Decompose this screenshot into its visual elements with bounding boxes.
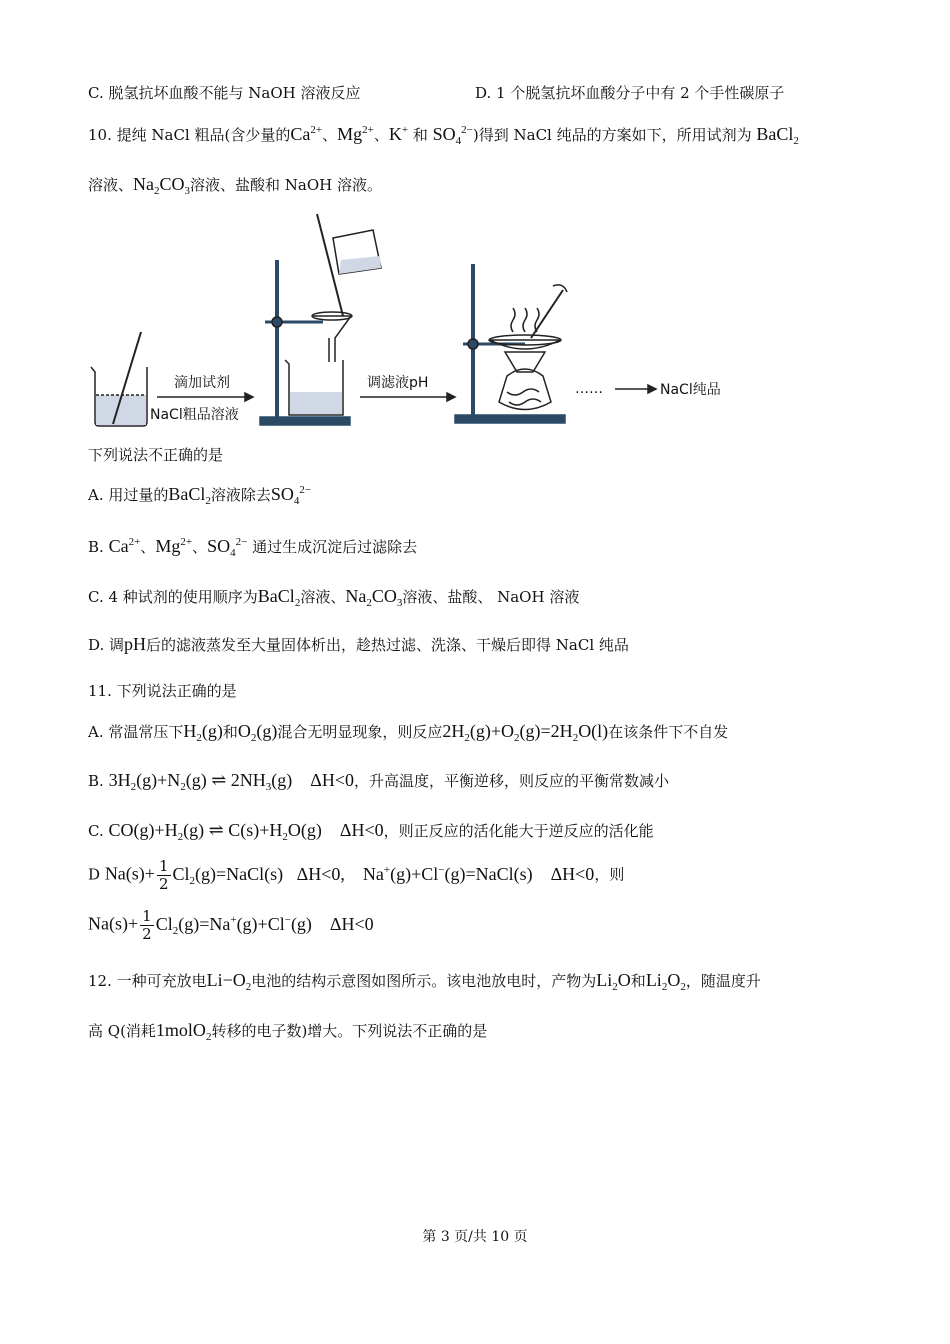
q11-option-d-line1: D Na(s)+ $\frac{1}{2}$ $Cl_2(g)=NaCl(s)$ ΔH<0, Na+(g)+Cl−(g)=NaCl(s) ΔH<0，则 <box>88 857 625 893</box>
q11-option-b: B. $3H_2(g)+N_2(g)$ ⇌ $2NH_3(g)$ ΔH<0，升高温度，平衡逆移，则反应的平衡常数减小 <box>88 770 670 793</box>
label-add-reagent: 滴加试剂 <box>174 375 230 391</box>
purification-diagram <box>85 212 745 434</box>
label-dots: …… <box>575 381 603 397</box>
q10-option-a: A. 用过量的BaCl$_2$溶液除去$SO_4^{2-}$ <box>88 484 312 507</box>
q12-stem-line1: 12. 一种可充放电$Li-O_2$电池的结构示意图如图所示。该电池放电时，产物为$Li_2O$和$Li_2O_2$，随温度升 <box>88 970 761 993</box>
q11-option-a: A. 常温常压下$H_2(g)$和$O_2(g)$混合无明显现象，则反应$2H_2(g)+O_2(g)=2H_2O(l)$在该条件下不自发 <box>88 721 729 744</box>
q10-stem-line1: 10. 提纯 NaCl 粗品(含少量的$Ca^{2+}$、$Mg^{2+}$、K+ 和 $SO_4^{2-}$)得到 NaCl 纯品的方案如下，所用试剂为 BaCl$_2$ <box>88 124 799 147</box>
label-adjust-ph: 调滤液pH <box>367 375 429 391</box>
q11-option-d-line2: Na(s)+ $\frac{1}{2}$ $Cl_2(g)=Na^+(g)+Cl^-(g)$ ΔH<0 <box>88 907 374 943</box>
q10-option-c: C. 4 种试剂的使用顺序为BaCl$_2$溶液、$Na_2CO_3$溶液、盐酸、 NaOH 溶液 <box>88 586 580 609</box>
q10-question: 下列说法不正确的是 <box>88 446 224 464</box>
q12-stem-line2: 高 Q(消耗1molO$_2$转移的电子数)增大。下列说法不正确的是 <box>88 1020 488 1043</box>
label-crude-solution: NaCl粗品溶液 <box>150 407 239 423</box>
q10-option-b: B. $Ca^{2+}$、$Mg^{2+}$、$SO_4^{2-}$ 通过生成沉淀后过滤除去 <box>88 536 418 559</box>
q9-option-c: C. 脱氢抗坏血酸不能与 NaOH 溶液反应 <box>88 84 361 102</box>
q11-stem: 11. 下列说法正确的是 <box>88 682 237 700</box>
q10-option-d: D. 调pH后的滤液蒸发至大量固体析出，趁热过滤、洗涤、干燥后即得 NaCl 纯品 <box>88 634 629 654</box>
page-number: 第 3 页/共 10 页 <box>422 1229 528 1245</box>
q9-option-d: D. 1 个脱氢抗坏血酸分子中有 2 个手性碳原子 <box>475 84 785 102</box>
label-pure-nacl: NaCl纯品 <box>660 382 721 398</box>
q10-stem-line2: 溶液、$Na_2CO_3$溶液、盐酸和 NaOH 溶液。 <box>88 174 383 197</box>
q11-option-c: C. $CO(g)+H_2(g)$ ⇌ $C(s)+H_2O(g)$ ΔH<0，则正反应的活化能大于逆反应的活化能 <box>88 820 654 843</box>
